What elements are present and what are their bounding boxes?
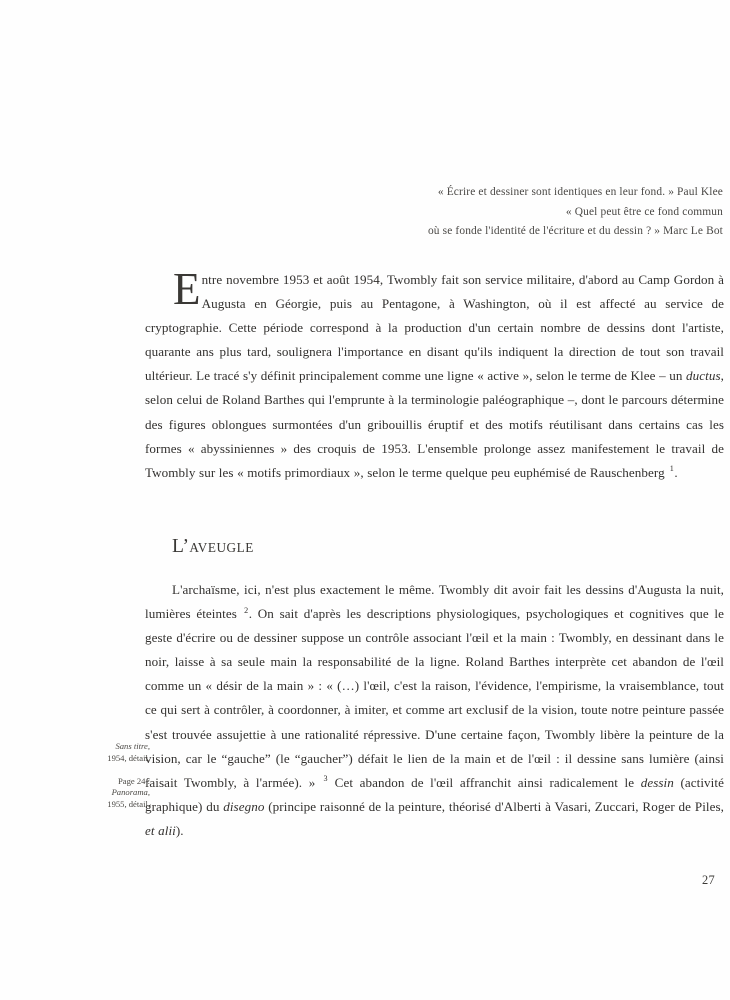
paragraph-1-text-c: . — [674, 464, 678, 480]
footnote-ref-3[interactable]: 3 — [323, 774, 328, 784]
epigraph — [283, 183, 723, 242]
paragraph-2 — [145, 578, 724, 843]
section-heading-aveugle — [172, 536, 254, 558]
paragraph-2-text-c: Cet abandon de l'œil affranchit ainsi radicalement le — [328, 774, 641, 790]
epigraph-line-3: où se fonde l'identité de l'écriture et du dessin ? » Marc Le Bot — [427, 225, 723, 237]
paragraph-1-text-a: ntre novembre 1953 et août 1954, Twombly fait son service militaire, d'abord au Camp Gordon à Augusta en Géorgie, puis au Pentagone, à Washington, où il est affecté au service de cryptographie. Cette période correspond à la production d'un certain nombre de dessins dont l'artiste, quarante ans plus tard, soulignera l'importance en disant qu'ils indiquent la direction de tout son travail ultérieur. Le tracé s'y définit principalement comme une ligne « active », selon le terme de Klee – un — [145, 272, 724, 384]
paragraph-2-italic-disegno: disegno — [223, 798, 265, 814]
footnote-ref-2[interactable]: 2 — [244, 605, 249, 615]
paragraph-1-italic-ductus: ductus — [686, 368, 721, 384]
paragraph-2-text-a: L'archaïsme, ici, n'est plus exactement le même. Twombly dit avoir fait les dessins d'Augusta la nuit, lumières éteintes — [145, 582, 724, 622]
section-heading-initial: L’ — [172, 536, 190, 557]
footnote-ref-1[interactable]: 1 — [669, 464, 674, 474]
epigraph-line-2: « Quel peut être ce fond commun — [565, 205, 723, 218]
paragraph-1-text-b: , selon celui de Roland Barthes qui l'emprunte à la terminologie paléographique –, dont le parcours détermine des figures oblongues surmontées d'un gribouillis éruptif et des motifs réutilisant dans certains cas les formes « abyssiniennes » des croquis de 1953. L'ensemble prolonge assez manifestement le travail de Twombly sur les « motifs primordiaux », selon le terme quelque peu euphémisé de Rauschenberg — [145, 368, 724, 480]
margin-note-2-date: 1955, détail. — [107, 799, 150, 810]
margin-note-1 — [62, 741, 150, 765]
margin-note-1-date: 1954, détail. — [107, 752, 150, 763]
paragraph-2-text-d: (activité graphique) du — [145, 774, 724, 814]
margin-notes — [62, 741, 150, 811]
paragraph-2-italic-dessin: dessin — [640, 774, 674, 790]
paragraph-2-text-e: (principe raisonné de la peinture, théorisé d'Alberti à Vasari, Zuccari, Roger de Piles, — [264, 798, 724, 814]
margin-note-2-pageref: Page 24 : — [118, 775, 150, 786]
drop-cap-initial: E — [173, 264, 201, 314]
paragraph-2-text-f: ). — [175, 822, 184, 838]
paragraph-2-italic-et-alii: et alii — [145, 822, 176, 838]
paragraph-1 — [145, 264, 724, 485]
epigraph-line-1: « Écrire et dessiner sont identiques en leur fond. » Paul Klee — [437, 186, 723, 198]
body-paragraph-2-block — [145, 578, 724, 843]
margin-note-2-title: Panorama, — [111, 787, 150, 798]
margin-note-2 — [62, 776, 150, 811]
page-number: 27 — [702, 873, 715, 887]
body-paragraph-1-block — [145, 264, 724, 485]
section-heading-smallcaps: AVEUGLE — [189, 540, 254, 555]
paragraph-2-text-b: . On sait d'après les descriptions physiologiques, psychologiques et cognitives que le geste d'écrire ou de dessiner suppose un contrôle associant l'œil et la main : Twombly, en dessinant dans le noir, laisse à sa seule main la responsabilité de la ligne. Roland Barthes interprète cet abandon de l'œil comme un « désir de la main » : « (…) l'œil, c'est la raison, l'évidence, l'empirisme, la vraisemblance, tout ce qui sert à contrôler, à coordonner, à imiter, et comme art exclusif de la vision, toute notre peinture passée s'est trouvée assujettie à une rationalité répressive. D'une certaine façon, Twombly libère la peinture de la vision, car le “gauche” (le “gaucher”) défait le lien de la main et de l'œil : il dessine sans lumière (ainsi faisait Twombly, à l'armée). » — [145, 606, 724, 790]
margin-note-1-title: Sans titre, — [115, 741, 150, 751]
